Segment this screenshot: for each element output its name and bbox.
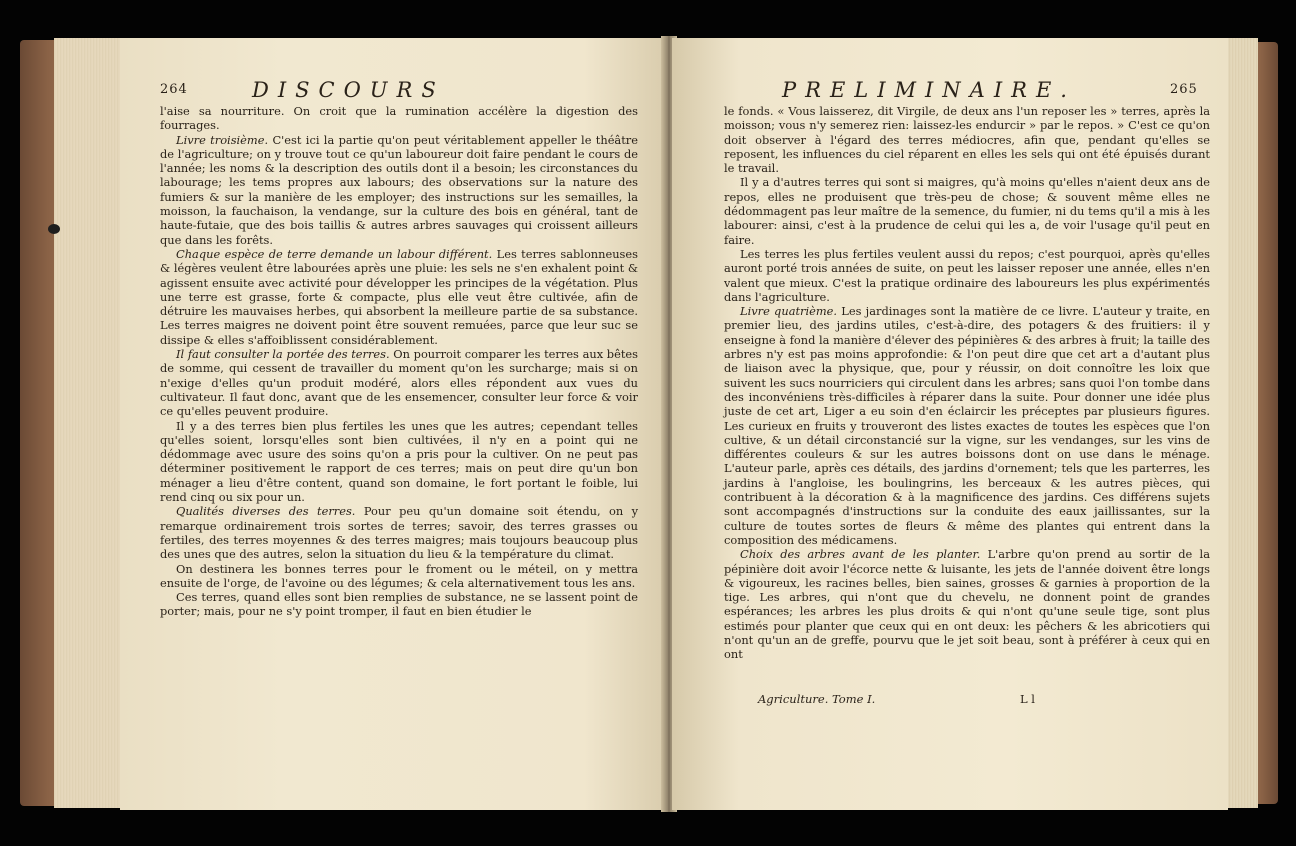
paragraph-heading: Livre troisième. [176,132,269,147]
binding-hole [48,224,60,234]
paragraph-text: Il y a des terres bien plus fertiles les unes que les autres; cependant telles qu'elles soient, lorsqu'elles sont bien cultivées, il n'y en a point qui ne dédommage avec usure des soins qu'on a pris pour la cultiver. On ne peut pas déterminer positivement le rapport de ces terres; mais on peut dire qu'un bon ménager a lieu d'être content, quand son domaine, le fort portant le foible, lui rend cinq ou six pour un. [160,418,638,505]
left-body-text [160,104,638,619]
paragraph [724,304,1210,547]
paragraph [160,419,638,505]
paragraph [160,104,638,133]
left-running-title: DISCOURS [252,78,445,102]
paragraph [160,562,638,591]
paragraph [160,247,638,347]
paragraph [160,347,638,418]
paragraph [160,133,638,247]
left-page-number: 264 [160,82,188,97]
paragraph-text: le fonds. « Vous laisserez, dit Virgile, de deux ans l'un reposer les » terres, après la moisson; vous n'y semerez rien: laissez-les endurcir » par le repos. » C'est ce qu'on doit observer à l'égard des terres médiocres, afin que, pendant qu'elles se reposent, les influences du ciel réparent en elles les sels qui ont été épuisés durant le travail. [724,104,1210,176]
open-book [20,36,1278,814]
signature-mark: L l [1020,692,1035,706]
paragraph [724,175,1210,246]
paragraph [724,104,1210,175]
paragraph-text: Pour peu qu'un domaine soit étendu, on y remarque ordinairement trois sortes de terres; savoir, des terres grasses ou fertiles, des terres moyennes & des terres maigres; mais toujours beaucoup plus des unes que des autres, selon la situation du lieu & la température du climat. [160,504,639,562]
paragraph-heading: Qualités diverses des terres. [176,504,356,519]
paragraph-text: On destinera les bonnes terres pour le froment ou le méteil, on y mettra ensuite de l'orge, de l'avoine ou des légumes; & cela alternativement tous les ans. [160,561,638,590]
paragraph-heading: Chaque espèce de terre demande un labour différent. [176,246,493,261]
right-footer [758,692,1198,706]
paragraph-text: On pourroit comparer les terres aux bêtes de somme, qui cessent de travailler du moment qu'on les surcharge; mais si on n'exige d'elles qu'un produit modéré, alors elles répondent aux vues du cultivateur. Il faut donc, avant que de les ensemencer, consulter leur force & voir ce qu'elles peuvent produire. [160,347,638,419]
paragraph-text: Il y a d'autres terres qui sont si maigres, qu'à moins qu'elles n'aient deux ans de repos, elles ne produisent que très-peu de chose; & souvent même elles ne dédommagent pas leur maître de la semence, du fumier, ni du tems qu'il a mis à les labourer: ainsi, c'est à la prudence de celui qui les a, de voir l'usage qu'il peut en faire. [724,175,1210,247]
right-running-title: PRELIMINAIRE. [782,78,1076,102]
left-page [120,38,666,810]
paragraph-text: Ces terres, quand elles sont bien remplies de substance, ne se lassent point de porter; mais, pour ne s'y point tromper, il faut en bien étudier le [160,590,638,619]
paragraph-text: Les terres les plus fertiles veulent aussi du repos; c'est pourquoi, après qu'elles auront porté trois années de suite, on peut les laisser reposer une année, elles n'en valent que mieux. C'est la pratique ordinaire des laboureurs les plus expérimentés dans l'agriculture. [724,246,1210,304]
paragraph [724,547,1210,661]
paragraph-text: Les jardinages sont la matière de ce livre. L'auteur y traite, en premier lieu, des jardins utiles, c'est-à-dire, des potagers & des fruitiers: il y enseigne à fond la manière d'élever des pépinières & des arbres à fruit; la taille des arbres n'y est pas moins approfondie: & l'on peut dire que cet art a d'autant plus de liaison avec la physique, que, pour y réussir, on doit connoître les loix que suivent les sucs nourriciers qui circulent dans les arbres; sans quoi l'on tombe dans des inconvéniens très-difficiles à réparer dans la suite. Pour donner une idée plus juste de cet art, Liger a eu soin d'en éclaircir les préceptes par plusieurs figures. Les curieux en fruits y trouveront des listes exactes de toutes les espèces que l'on cultive, & un détail circonstancié sur la vigne, sur les vendanges, sur les vins de différentes couleurs & sur les autres boissons dont on use dans le ménage. L'auteur parle, après ces détails, des jardins d'ornement; tels que les parterres, les jardins à l'angloise, les boulingrins, les berceaux & les autres pièces, qui contribuent à la décoration & à la magnificence des jardins. Ces différens sujets sont accompagnés d'instructions sur la conduite des eaux jaillissantes, sur la culture de toutes sortes de fleurs & même des plantes qui entrent dans la composition des médicamens. [724,304,1211,547]
paragraph-text: l'aise sa nourriture. On croit que la rumination accélère la digestion des fourrages. [160,104,638,133]
paragraph [160,590,638,619]
paragraph-heading: Choix des arbres avant de les planter. [740,547,981,562]
paragraph-text: C'est ici la partie qu'on peut véritablement appeller le théâtre de l'agriculture; on y trouve tout ce qu'un laboureur doit faire pendant le cours de l'année; les noms & la description des outils dont il a besoin; les circonstances du labourage; les tems propres aux labours; des observations sur la nature des fumiers & sur la manière de les employer; des instructions sur les semailles, la moisson, la fauchaison, la vendange, sur la culture des bois en général, tant de haute-futaie, que des bois taillis & autres arbres sauvages qui croissent ailleurs que dans les forêts. [160,132,638,247]
paragraph-text: L'arbre qu'on prend au sortir de la pépinière doit avoir l'écorce nette & luisante, les jets de l'année doivent être longs & vigoureux, les racines belles, bien saines, grosses & garnies à proportion de la tige. Les arbres, qui n'ont que du chevelu, ne donnent point de grandes espérances; les arbres les plus droits & qui n'ont qu'une seule tige, sont plus estimés pour planter que ceux qui en ont deux: les pêchers & les abricotiers qui n'ont qu'un an de greffe, pourvu que le jet soit beau, sont à préférer à ceux qui en ont [724,547,1210,662]
paragraph-heading: Livre quatrième. [740,304,838,319]
footer-volume-title: Agriculture. Tome I. [758,692,876,706]
right-body-text [724,104,1210,662]
paragraph-text: Les terres sablonneuses & légères veulent être labourées après une pluie: les sels ne s'en exhalent point & agissent ensuite avec activité pour développer les principes de la végétation. Plus une terre est grasse, forte & compacte, plus elle veut être cultivée, afin de détruire les mauvaises herbes, qui absorbent la meilleure partie de sa substance. Les terres maigres ne doivent point être souvent remuées, parce que leur suc se dissipe & elles s'affoiblissent considérablement. [160,246,638,347]
paragraph [160,504,638,561]
right-page-number: 265 [1170,82,1198,97]
right-page [672,38,1228,810]
paragraph-heading: Il faut consulter la portée des terres. [176,347,390,362]
paragraph [724,247,1210,304]
